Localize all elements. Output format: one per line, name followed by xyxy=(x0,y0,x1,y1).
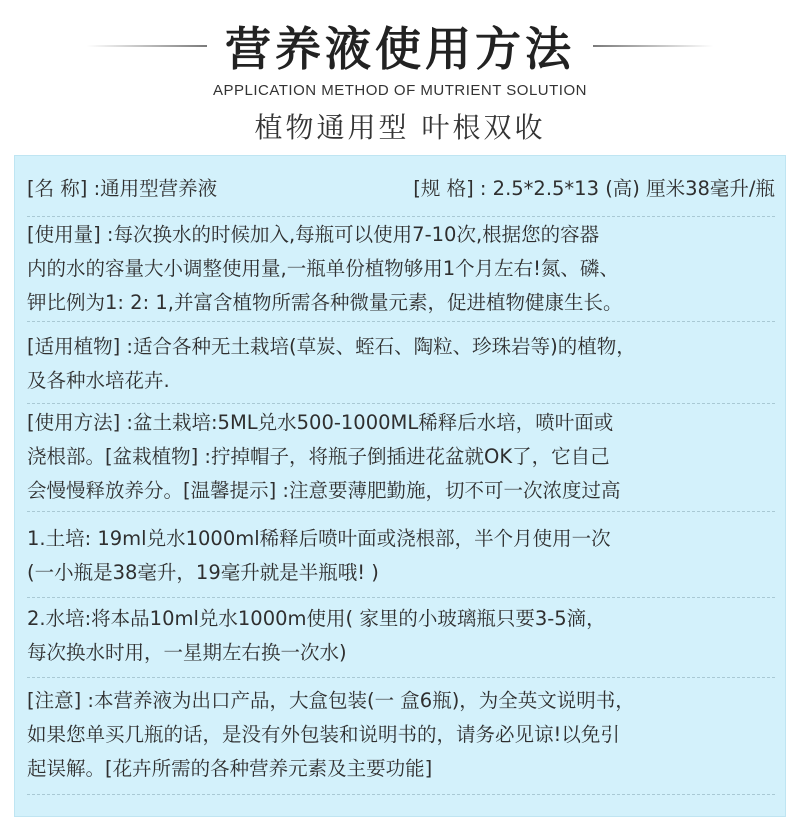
usage-method-line: 浇根部。[盆栽植物] :拧掉帽子，将瓶子倒插进花盆就OK了，它自己 xyxy=(27,445,610,468)
soil-culture-line: (一小瓶是38毫升，19毫升就是半瓶哦! ) xyxy=(27,561,379,584)
applicable-plants-line: 及各种水培花卉. xyxy=(27,369,170,392)
divider xyxy=(27,511,775,512)
subtitle-english: APPLICATION METHOD OF MUTRIENT SOLUTION xyxy=(213,82,587,99)
usage-amount-section xyxy=(27,218,775,320)
divider xyxy=(27,216,775,217)
divider xyxy=(27,677,775,678)
divider xyxy=(27,403,775,404)
divider xyxy=(27,794,775,795)
applicable-plants-section xyxy=(27,330,775,398)
product-name: [名 称] :通用型营养液 xyxy=(27,177,218,200)
usage-method-section xyxy=(27,406,775,508)
subtitle-chinese: 植物通用型 叶根双收 xyxy=(254,111,546,144)
title-row xyxy=(0,14,800,78)
usage-method-line: [使用方法] :盆土栽培:5ML兑水500-1000ML稀释后水培，喷叶面或 xyxy=(27,411,614,434)
water-culture-line: 2.水培:将本品10ml兑水1000m使用( 家里的小玻璃瓶只要3-5滴， xyxy=(27,607,606,630)
instructions-panel xyxy=(14,155,786,817)
page-title: 营养液使用方法 xyxy=(225,22,575,76)
divider xyxy=(27,321,775,322)
notice-line: 如果您单买几瓶的话，是没有外包装和说明书的，请务必见谅!以免引 xyxy=(27,723,620,746)
usage-method-line: 会慢慢释放养分。[温馨提示] :注意要薄肥勤施，切不可一次浓度过高 xyxy=(27,479,621,502)
divider xyxy=(27,597,775,598)
notice-line: [注意] :本营养液为出口产品，大盒包装(一 盒6瓶)，为全英文说明书， xyxy=(27,689,635,712)
usage-amount-line: [使用量] :每次换水的时候加入,每瓶可以使用7-10次,根据您的容器 xyxy=(27,223,600,246)
soil-culture-section xyxy=(27,522,775,590)
product-size: [规 格] : 2.5*2.5*13 (高) 厘米38毫升/瓶 xyxy=(413,177,775,200)
notice-line: 起误解。[花卉所需的各种营养元素及主要功能] xyxy=(27,757,433,780)
usage-amount-line: 内的水的容量大小调整使用量,一瓶单份植物够用1个月左右!氮、磷、 xyxy=(27,257,619,280)
title-decor-line-left xyxy=(87,45,207,47)
soil-culture-line: 1.土培: 19ml兑水1000ml稀释后喷叶面或浇根部，半个月使用一次 xyxy=(27,527,611,550)
water-culture-line: 每次换水时用，一星期左右换一次水) xyxy=(27,641,347,664)
applicable-plants-line: [适用植物] :适合各种无土栽培(草炭、蛭石、陶粒、珍珠岩等)的植物， xyxy=(27,335,636,358)
spec-row xyxy=(27,172,775,206)
title-decor-line-right xyxy=(593,45,713,47)
notice-section xyxy=(27,684,775,786)
usage-amount-line: 钾比例为1: 2: 1,并富含植物所需各种微量元素，促进植物健康生长。 xyxy=(27,291,623,314)
water-culture-section xyxy=(27,602,775,670)
